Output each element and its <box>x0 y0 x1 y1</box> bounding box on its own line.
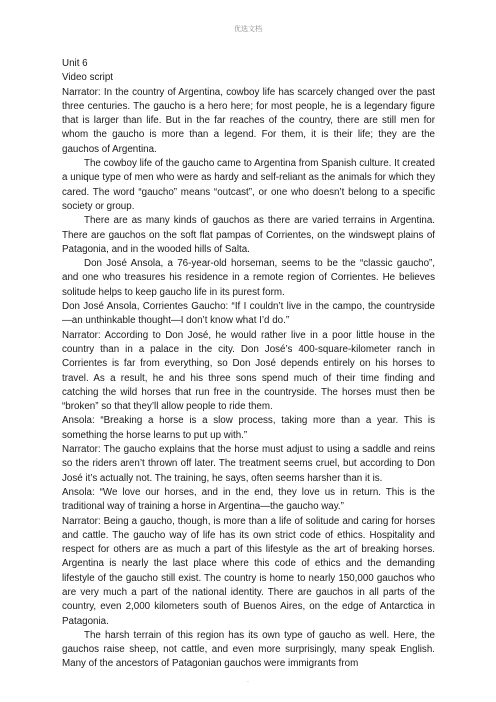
section-title: Video script <box>62 72 114 84</box>
paragraph: Ansola: “We love our horses, and in the end, they love us in return. This is the traditional way of training a horse in Argentina—the gaucho way.” <box>62 486 435 513</box>
paragraph: The harsh terrain of this region has its own type of gaucho as well. Here, the gauchos raise sheep, not cattle, and even more surprisingly, many speak English. Many of the ancestors of Patagonian gauchos were immigrants from <box>62 629 435 670</box>
paragraph: Narrator: According to Don José, he would rather live in a poor little house in the country than in a palace in the city. Don José’s 400-square-kilometer ranch in Corrientes is far from everything, so Don José depends entirely on his horses to travel. As a result, he and his three sons spend much of their time finding and catching the wild horses that run free in the countryside. The horses must then be “broken” so that they’ll allow people to ride them. <box>62 329 435 413</box>
page-header: 优选文档 <box>234 25 262 33</box>
paragraph: Don José Ansola, Corrientes Gaucho: “If I couldn’t live in the campo, the countryside—an unthinkable thought—I don’t know what I’d do.” <box>62 301 435 327</box>
paragraph: Narrator: Being a gaucho, though, is more than a life of solitude and caring for horses and cattle. The gaucho way of life has its own strict code of ethics. Hospitality and respect for others are as much a part of this lifestyle as the art of breaking horses. Argentina is nearly the last place where this code of ethics and the demanding lifestyle of the gaucho still exist. The country is home to nearly 150,000 gauchos who are very much a part of the national identity. There are gauchos in all parts of the country, even 2,000 kilometers south of Buenos Aires, on the edge of Antarctica in Patagonia. <box>62 515 435 627</box>
paragraph: Don José Ansola, a 76-year-old horseman, seems to be the “classic gaucho”, and one who treasures his residence in a remote region of Corrientes. He believes solitude helps to keep gaucho life in its purest form. <box>62 258 435 298</box>
unit-title: Unit 6 <box>62 58 88 69</box>
paragraph: Ansola: “Breaking a horse is a slow process, taking more than a year. This is something the horse learns to put up with.” <box>62 415 435 441</box>
paragraph: There are as many kinds of gauchos as there are varied terrains in Argentina. There are gauchos on the soft flat pampas of Corrientes, on the windswept plains of Patagonia, and in the wooded hills of Salta. <box>62 215 435 255</box>
paragraph: Narrator: The gaucho explains that the horse must adjust to using a saddle and reins so the riders aren’t thrown off later. The treatment seems cruel, but according to Don José it’s actually not. The training, he says, often seems harsher than it is. <box>62 444 435 484</box>
paragraph: Narrator: In the country of Argentina, cowboy life has scarcely changed over the past three centuries. The gaucho is a hero here; for most people, he is a legendary figure that is larger than life. But in the far reaches of the country, there are still men for whom the gaucho is more than a legend. For them, it is their life; they are the gauchos of Argentina. <box>62 86 435 155</box>
document-body <box>62 57 435 672</box>
page-footer: . <box>247 678 249 684</box>
paragraph: The cowboy life of the gaucho came to Argentina from Spanish culture. It created a unique type of men who were as hardy and self-reliant as the animals for which they cared. The word “gaucho” means “outcast”, or one who doesn’t belong to a specific society or group. <box>62 158 435 212</box>
